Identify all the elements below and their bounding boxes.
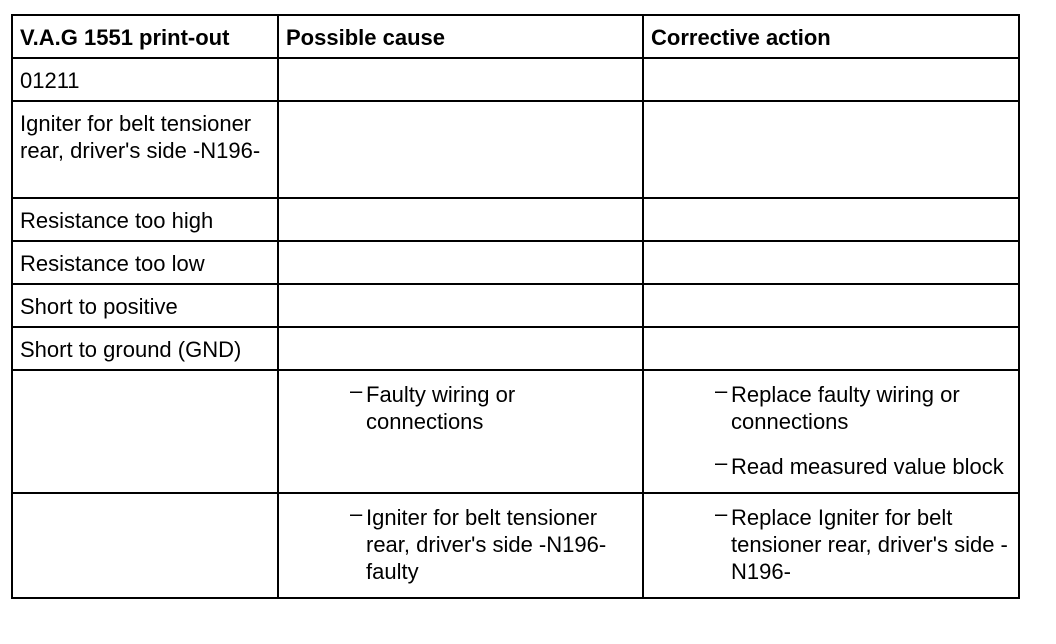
list-item — [350, 501, 635, 585]
cause-text: Faulty wiring or connections — [366, 382, 516, 434]
empty-cell — [278, 327, 643, 370]
action-text: Replace Igniter for belt tensioner rear, driver's side -N196- — [731, 505, 1008, 584]
empty-cell — [643, 327, 1019, 370]
component-cell: Igniter for belt tensioner rear, driver's side -N196- — [12, 101, 278, 198]
table-row — [12, 493, 1019, 598]
empty-cell — [643, 284, 1019, 327]
empty-cell — [278, 58, 643, 101]
dash-bullet: – — [715, 378, 728, 403]
corrective-action-cell — [643, 493, 1019, 598]
cause-list — [286, 378, 635, 435]
fault-diagnosis-table — [11, 14, 1020, 599]
header-row — [12, 15, 1019, 58]
table-row — [12, 101, 1019, 198]
fault-type-cell: Short to positive — [12, 284, 278, 327]
empty-cell — [278, 198, 643, 241]
empty-cell — [643, 241, 1019, 284]
dash-bullet: – — [350, 501, 363, 526]
action-list — [651, 501, 1011, 585]
action-text: Read measured value block — [731, 454, 1004, 479]
header-corrective-action: Corrective action — [643, 15, 1019, 58]
dash-bullet: – — [715, 450, 728, 475]
empty-cell — [278, 101, 643, 198]
table-row — [12, 370, 1019, 493]
table-row — [12, 284, 1019, 327]
action-list — [651, 378, 1011, 480]
list-item — [715, 501, 1011, 585]
table-row — [12, 327, 1019, 370]
cause-list — [286, 501, 635, 585]
header-printout: V.A.G 1551 print-out — [12, 15, 278, 58]
dash-bullet: – — [715, 501, 728, 526]
fault-code-cell: 01211 — [12, 58, 278, 101]
list-item — [715, 450, 1011, 480]
dash-bullet: – — [350, 378, 363, 403]
fault-type-cell: Resistance too high — [12, 198, 278, 241]
empty-cell — [12, 493, 278, 598]
fault-type-cell: Resistance too low — [12, 241, 278, 284]
action-text: Replace faulty wiring or connections — [731, 382, 960, 434]
table-row — [12, 241, 1019, 284]
fault-type-cell: Short to ground (GND) — [12, 327, 278, 370]
header-possible-cause: Possible cause — [278, 15, 643, 58]
cause-text: Igniter for belt tensioner rear, driver's side -N196- faulty — [366, 505, 607, 584]
empty-cell — [278, 284, 643, 327]
empty-cell — [643, 198, 1019, 241]
possible-cause-cell — [278, 370, 643, 493]
possible-cause-cell — [278, 493, 643, 598]
table-row — [12, 58, 1019, 101]
empty-cell — [643, 101, 1019, 198]
list-item — [715, 378, 1011, 435]
corrective-action-cell — [643, 370, 1019, 493]
empty-cell — [278, 241, 643, 284]
empty-cell — [12, 370, 278, 493]
table-row — [12, 198, 1019, 241]
list-item — [350, 378, 635, 435]
empty-cell — [643, 58, 1019, 101]
